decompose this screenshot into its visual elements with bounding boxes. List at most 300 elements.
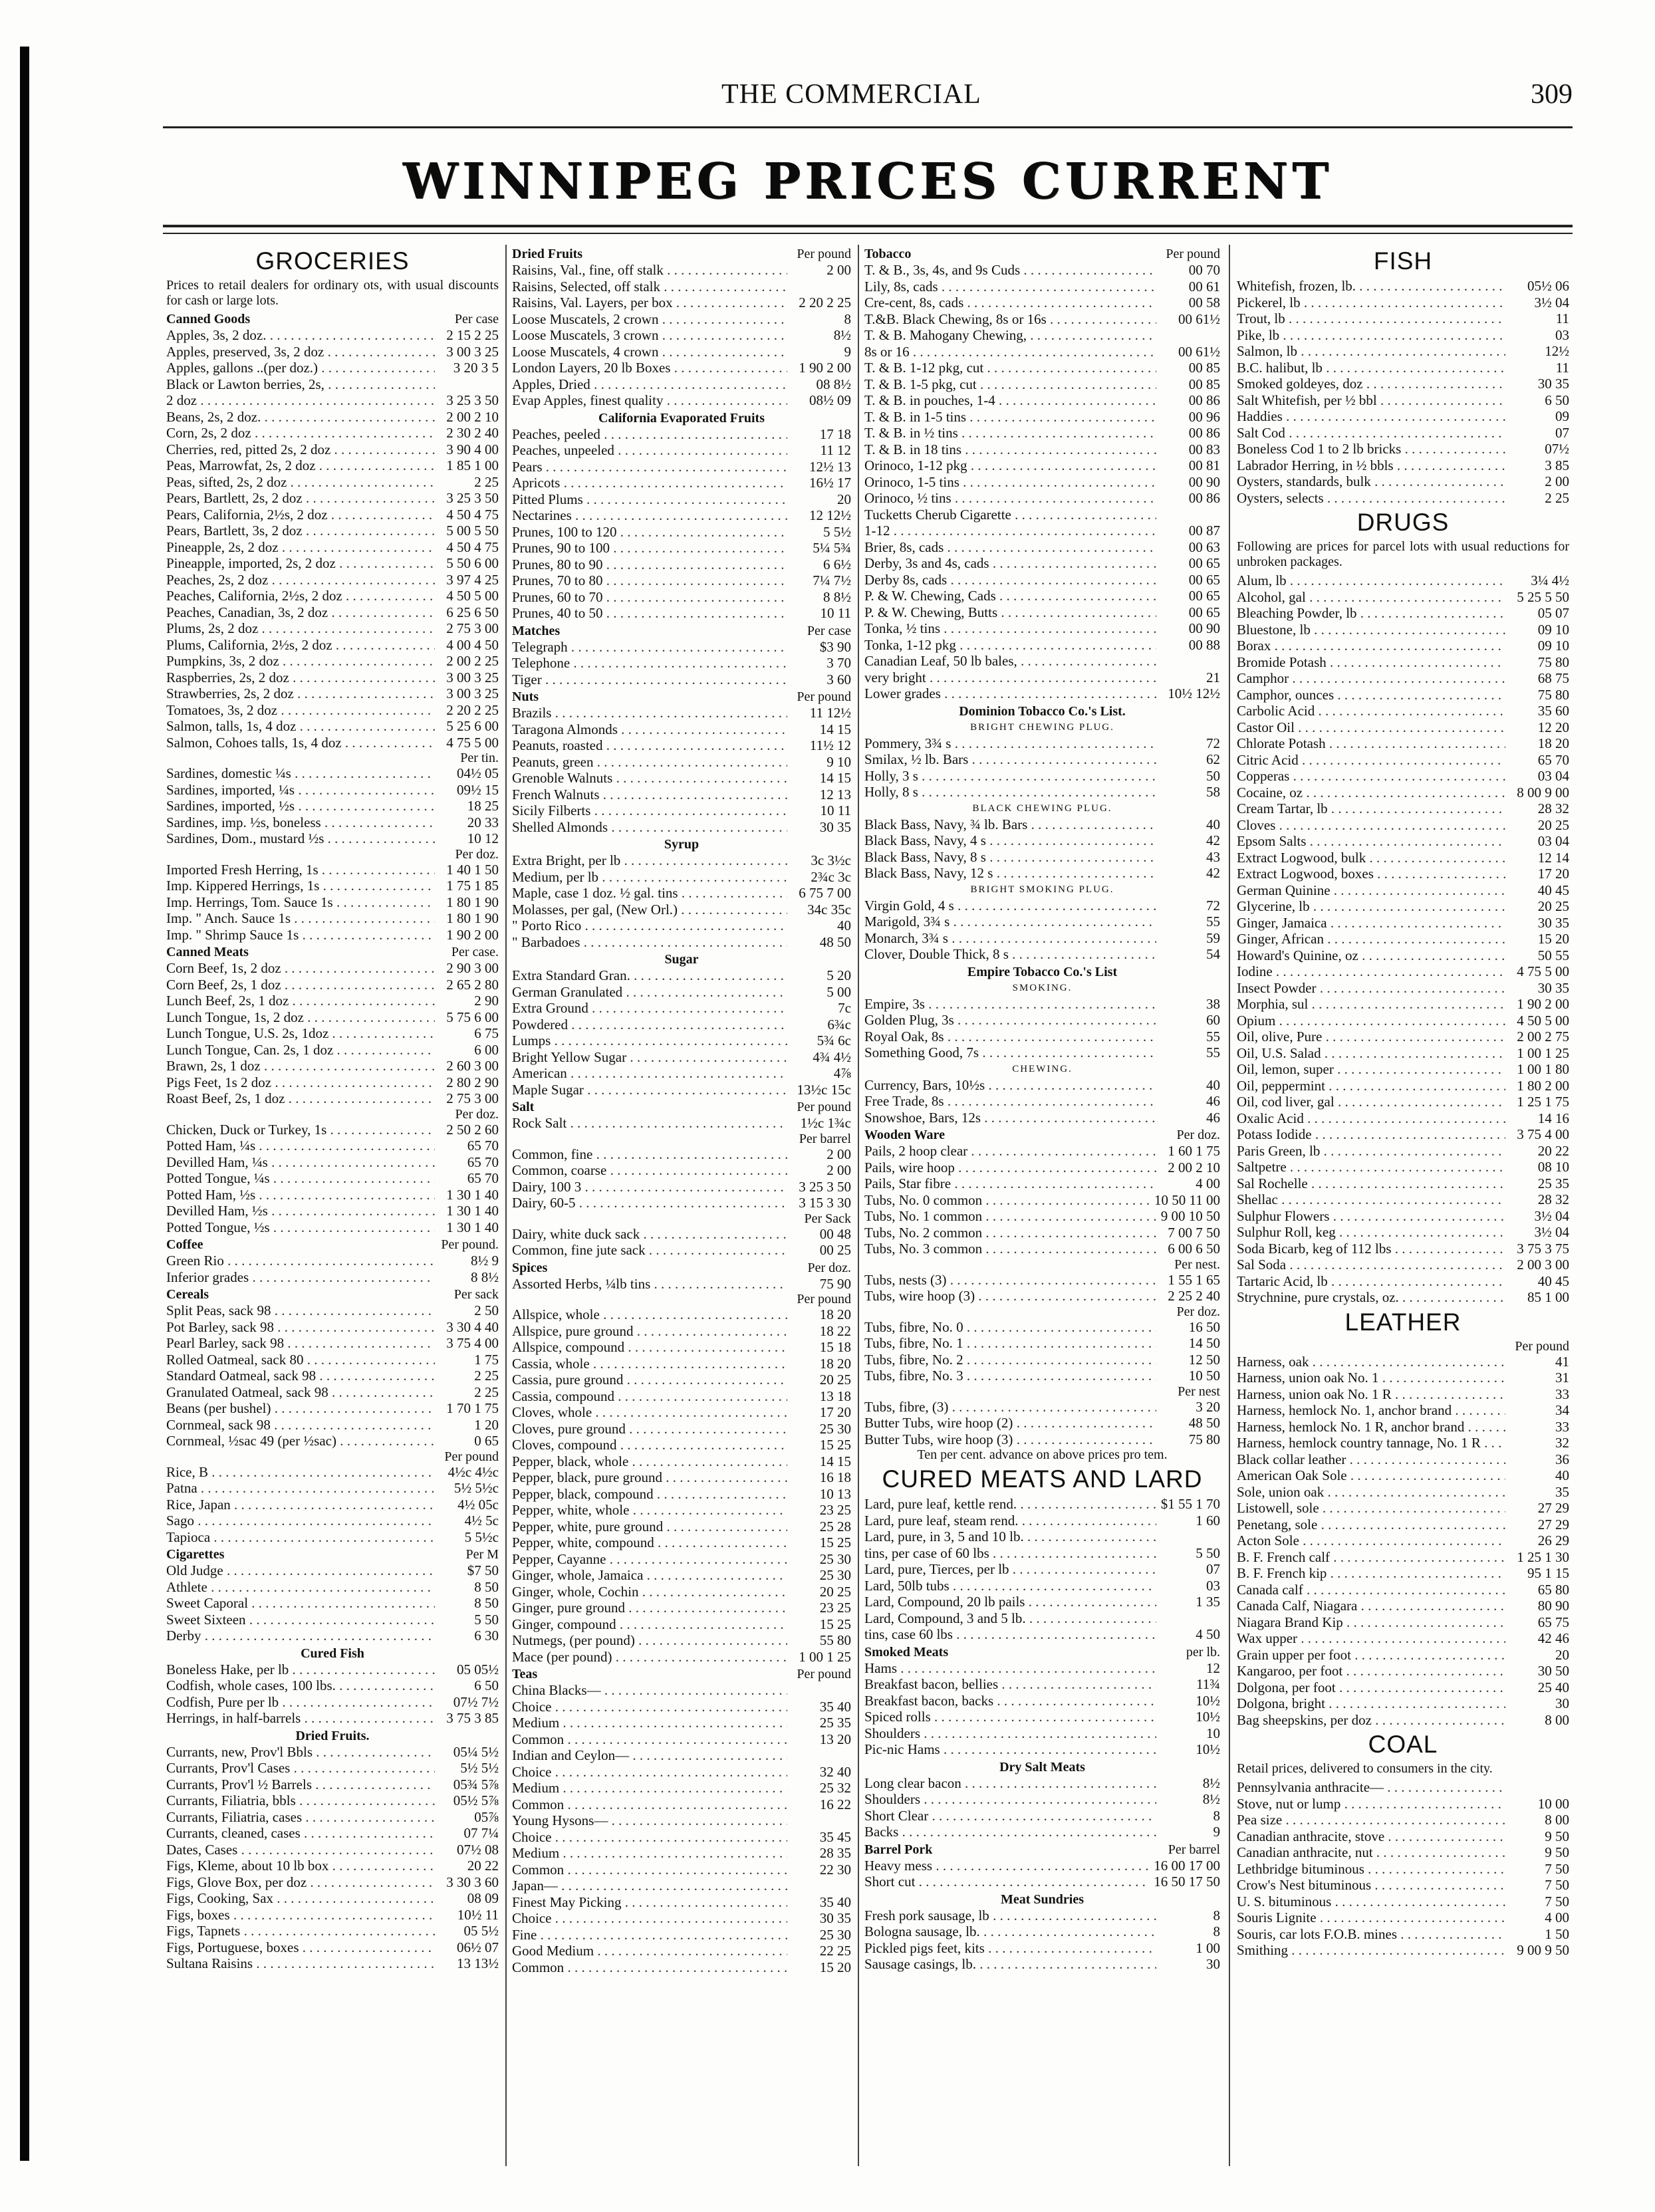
item-name: T. & B. in ½ tins . . . bbox=[864, 425, 1156, 441]
unit-label: Per Sack bbox=[804, 1211, 851, 1226]
price-row bbox=[166, 1939, 499, 1956]
item-price: 16½ 17 bbox=[809, 475, 851, 491]
item-name: Allspice, pure ground . . . bbox=[512, 1323, 787, 1340]
price-row bbox=[512, 556, 851, 573]
price-row bbox=[166, 1203, 499, 1219]
item-name: Sal Rochelle . . . bbox=[1237, 1175, 1505, 1192]
price-row bbox=[166, 1122, 499, 1138]
price-row bbox=[1237, 425, 1569, 441]
item-price: 30 35 bbox=[1537, 979, 1569, 996]
price-row bbox=[1237, 622, 1569, 638]
item-price: 3 20 bbox=[1196, 1398, 1220, 1415]
price-row bbox=[864, 1775, 1220, 1792]
price-row bbox=[864, 1077, 1220, 1094]
item-name: Oil, peppermint . . . bbox=[1237, 1078, 1505, 1094]
item-name: Holly, 3 s . . . bbox=[864, 768, 1156, 785]
item-name: Mace (per pound) . . . bbox=[512, 1649, 787, 1665]
category-name: Canned Goods bbox=[166, 312, 251, 326]
item-price: 3 60 bbox=[827, 671, 851, 687]
item-price: 2 00 bbox=[1545, 473, 1569, 489]
item-price: 65 70 bbox=[467, 1138, 499, 1154]
price-row bbox=[166, 1497, 499, 1513]
price-row bbox=[166, 1874, 499, 1891]
price-row bbox=[512, 507, 851, 524]
item-name: Black or Lawton berries, 2s, . . . bbox=[166, 376, 435, 393]
price-row bbox=[166, 894, 499, 911]
item-price: 31 bbox=[1555, 1370, 1569, 1386]
price-row bbox=[166, 376, 499, 393]
item-price: 18 25 bbox=[467, 798, 499, 814]
unit-label: Per pound bbox=[444, 1449, 499, 1464]
item-name: Golden Plug, 3s . . . bbox=[864, 1012, 1156, 1029]
price-row bbox=[512, 279, 851, 295]
item-name: " Porto Rico . . . bbox=[512, 918, 787, 934]
category-name: Dried Fruits bbox=[512, 247, 583, 261]
price-row bbox=[166, 392, 499, 409]
price-row bbox=[512, 1780, 851, 1796]
item-price: 1 60 1 75 bbox=[1168, 1143, 1220, 1159]
price-row bbox=[512, 1115, 851, 1132]
item-name: Sal Soda . . . bbox=[1237, 1257, 1505, 1273]
item-price: 23 25 bbox=[819, 1502, 851, 1518]
item-price: 00 58 bbox=[1188, 295, 1220, 310]
category-name: Matches bbox=[512, 623, 561, 638]
price-row bbox=[1237, 638, 1569, 654]
item-price: 00 85 bbox=[1188, 360, 1220, 376]
item-name: Cassia, pure ground . . . bbox=[512, 1372, 787, 1388]
item-name: Codfish, whole cases, 100 lbs. . . . bbox=[166, 1677, 435, 1694]
price-row bbox=[1237, 915, 1569, 931]
item-price: 7 50 bbox=[1545, 1860, 1569, 1877]
category-name: Cereals bbox=[166, 1287, 209, 1302]
price-row bbox=[166, 1170, 499, 1187]
item-price: 20 25 bbox=[1537, 898, 1569, 914]
item-name: Common . . . bbox=[512, 1862, 787, 1878]
price-row bbox=[864, 849, 1220, 866]
price-row bbox=[864, 1431, 1220, 1448]
item-name: Smoked goldeyes, doz . . . bbox=[1237, 376, 1505, 392]
item-price: 40 45 bbox=[1537, 882, 1569, 898]
column-divider bbox=[1229, 245, 1230, 2166]
item-price: 1 30 1 40 bbox=[446, 1219, 499, 1235]
price-row bbox=[166, 474, 499, 491]
item-price: 21 bbox=[1206, 669, 1220, 685]
item-price: 14 50 bbox=[1188, 1335, 1220, 1351]
item-name: Ginger, pure ground . . . bbox=[512, 1600, 787, 1616]
price-row bbox=[166, 702, 499, 719]
item-price: 8 50 bbox=[474, 1595, 499, 1611]
item-name: Marigold, 3¾ s . . . bbox=[864, 914, 1156, 930]
item-name: Butter Tubs, wire hoop (2) . . . bbox=[864, 1415, 1156, 1431]
item-name: Plums, California, 2½s, 2 doz . . . bbox=[166, 637, 435, 654]
item-name: Rolled Oatmeal, sack 80 . . . bbox=[166, 1352, 435, 1368]
category-unit: Per pound bbox=[797, 247, 851, 261]
price-row bbox=[1237, 996, 1569, 1013]
item-price: 25 30 bbox=[819, 1420, 851, 1437]
item-price: 10½ bbox=[1196, 1741, 1220, 1757]
item-price: 2 25 bbox=[474, 1368, 499, 1384]
item-price: 00 65 bbox=[1188, 571, 1220, 588]
price-row bbox=[512, 262, 851, 279]
item-name: Choice . . . bbox=[512, 1910, 787, 1927]
item-name: T.&B. Black Chewing, 8s or 16s . . . bbox=[864, 311, 1156, 328]
item-name: Harness, union oak No. 1 . . . bbox=[1237, 1370, 1505, 1386]
item-price: 10 13 bbox=[819, 1485, 851, 1502]
price-row bbox=[512, 885, 851, 902]
item-name: Borax . . . bbox=[1237, 638, 1505, 654]
price-row bbox=[512, 1927, 851, 1943]
category-unit: Per case. bbox=[451, 945, 499, 959]
item-name: Lethbridge bituminous . . . bbox=[1237, 1861, 1505, 1878]
item-price: 12 13 bbox=[819, 786, 851, 802]
price-row bbox=[512, 1943, 851, 1959]
item-name: very bright . . . bbox=[864, 670, 1156, 686]
item-name: Peas, sifted, 2s, 2 doz . . . bbox=[166, 474, 435, 491]
category-heading bbox=[512, 951, 851, 967]
item-name: Lunch Beef, 2s, 1 doz . . . bbox=[166, 993, 435, 1009]
item-price: 36 bbox=[1555, 1451, 1569, 1467]
item-name: Iodine . . . bbox=[1237, 963, 1505, 980]
price-row bbox=[166, 1480, 499, 1497]
item-name: Raspberries, 2s, 2 doz . . . bbox=[166, 670, 435, 686]
price-row bbox=[1237, 882, 1569, 899]
item-price: 25 35 bbox=[819, 1715, 851, 1731]
item-price: 1 75 1 85 bbox=[446, 878, 499, 894]
item-price: 25 28 bbox=[819, 1518, 851, 1535]
price-row bbox=[166, 862, 499, 878]
price-row bbox=[864, 1272, 1220, 1289]
item-name: Shoulders . . . bbox=[864, 1725, 1156, 1742]
item-price: 4½ 5c bbox=[464, 1513, 499, 1529]
item-name: Black collar leather . . . bbox=[1237, 1451, 1505, 1468]
subgroup-label: BLACK CHEWING PLUG. bbox=[972, 802, 1112, 814]
item-price: 1 00 bbox=[1196, 1939, 1220, 1956]
page-number: 309 bbox=[1531, 79, 1573, 110]
item-price: 17 20 bbox=[819, 1404, 851, 1420]
category-heading bbox=[864, 964, 1220, 980]
item-price: 12 20 bbox=[1537, 719, 1569, 735]
item-price: 25 35 bbox=[1537, 1175, 1569, 1191]
item-price: 2 30 2 40 bbox=[446, 425, 499, 441]
item-price: 2 20 2 25 bbox=[799, 295, 851, 310]
category-name: Meat Sundries bbox=[1001, 1892, 1084, 1907]
price-row bbox=[166, 523, 499, 539]
item-price: 3 00 3 25 bbox=[446, 685, 499, 701]
price-row bbox=[166, 1138, 499, 1154]
item-name: Pot Barley, sack 98 . . . bbox=[166, 1319, 435, 1336]
price-row bbox=[166, 360, 499, 376]
item-name: Prunes, 90 to 100 . . . bbox=[512, 540, 787, 556]
section-heading: DRUGS bbox=[1356, 509, 1450, 536]
item-name: 2 doz . . . bbox=[166, 392, 435, 409]
price-row bbox=[864, 946, 1220, 963]
category-name: Dry Salt Meats bbox=[999, 1759, 1085, 1775]
price-row bbox=[864, 1352, 1220, 1368]
category-heading bbox=[864, 1644, 1220, 1660]
item-name: Bologna sausage, lb. . . . bbox=[864, 1923, 1156, 1940]
column-tobacco bbox=[864, 245, 1220, 2173]
item-name: Pears, California, 2½s, 2 doz . . . bbox=[166, 507, 435, 523]
price-row bbox=[512, 1519, 851, 1535]
item-name: Split Peas, sack 98 . . . bbox=[166, 1302, 435, 1319]
price-row bbox=[864, 1513, 1220, 1529]
price-row bbox=[512, 1146, 851, 1163]
category-heading bbox=[864, 1892, 1220, 1907]
item-name: Wax upper . . . bbox=[1237, 1630, 1505, 1647]
item-name: Potass Iodide . . . bbox=[1237, 1126, 1505, 1143]
item-name: Smithing . . . bbox=[1237, 1942, 1505, 1959]
price-row bbox=[166, 1187, 499, 1203]
price-row bbox=[1237, 1614, 1569, 1631]
item-name: Imported Fresh Herring, 1s . . . bbox=[166, 862, 435, 878]
category-heading bbox=[864, 1759, 1220, 1775]
item-name: Pepper, white, whole . . . bbox=[512, 1502, 787, 1519]
item-price: 00 70 bbox=[1188, 262, 1220, 278]
price-row bbox=[512, 311, 851, 328]
price-row bbox=[864, 1160, 1220, 1176]
item-name: Devilled Ham, ½s . . . bbox=[166, 1203, 435, 1219]
item-price: 8½ bbox=[1202, 1775, 1220, 1791]
item-price: 25 40 bbox=[1537, 1679, 1569, 1695]
section-heading: FISH bbox=[1373, 247, 1433, 275]
price-row bbox=[512, 672, 851, 688]
price-row bbox=[864, 572, 1220, 588]
item-name: Peaches, California, 2½s, 2 doz . . . bbox=[166, 588, 435, 604]
item-price: 80 90 bbox=[1537, 1598, 1569, 1614]
item-name: T. & B. 1-5 pkg, cut . . . bbox=[864, 376, 1156, 393]
price-row bbox=[1237, 670, 1569, 687]
item-price: 5 00 5 50 bbox=[446, 523, 499, 539]
item-price: 8 00 bbox=[1545, 1812, 1569, 1828]
price-row bbox=[166, 1090, 499, 1107]
item-name: Common, coarse . . . bbox=[512, 1162, 787, 1179]
item-price: 07½ 7½ bbox=[453, 1693, 499, 1710]
item-price: 00 90 bbox=[1188, 473, 1220, 490]
price-row bbox=[166, 735, 499, 751]
column-groceries bbox=[166, 245, 499, 2173]
price-row bbox=[1237, 735, 1569, 752]
item-price: 75 90 bbox=[819, 1275, 851, 1292]
item-name: Black Bass, Navy, 4 s . . . bbox=[864, 832, 1156, 849]
price-row bbox=[1237, 1126, 1569, 1143]
price-row bbox=[864, 539, 1220, 556]
item-price: 00 81 bbox=[1188, 457, 1220, 473]
item-price: $1 55 1 70 bbox=[1160, 1496, 1220, 1512]
item-name: Prunes, 100 to 120 . . . bbox=[512, 524, 787, 541]
price-row bbox=[512, 1535, 851, 1551]
item-name: Prunes, 80 to 90 . . . bbox=[512, 556, 787, 573]
item-price: 2 15 2 25 bbox=[446, 327, 499, 343]
item-price: 5½ 5½ bbox=[460, 1760, 499, 1776]
item-price: 48 50 bbox=[819, 933, 851, 950]
item-name: Telephone . . . bbox=[512, 655, 787, 672]
item-name: Pearl Barley, sack 98 . . . bbox=[166, 1335, 435, 1352]
price-row bbox=[512, 1682, 851, 1699]
item-price: 30 35 bbox=[819, 818, 851, 835]
item-price: 2 65 2 80 bbox=[446, 976, 499, 993]
item-price: 20 bbox=[1555, 1646, 1569, 1663]
price-row bbox=[512, 1242, 851, 1259]
category-unit: Per case bbox=[807, 623, 851, 638]
item-price: 08 10 bbox=[1537, 1159, 1569, 1175]
item-name: Cloves, pure ground . . . bbox=[512, 1421, 787, 1437]
item-name: Derby . . . bbox=[166, 1628, 435, 1644]
price-row bbox=[166, 1417, 499, 1433]
item-name: Japan— . . . bbox=[512, 1878, 787, 1894]
item-name: T. & B. Mahogany Chewing, . . . bbox=[864, 327, 1156, 344]
item-price: 2 20 2 25 bbox=[446, 701, 499, 718]
item-name: Raisins, Val. Layers, per box . . . bbox=[512, 295, 787, 311]
item-price: 07 7¼ bbox=[463, 1825, 499, 1841]
category-unit: per lb. bbox=[1186, 1644, 1220, 1659]
item-name: Derby, 3s and 4s, cads . . . bbox=[864, 555, 1156, 572]
item-name: Sardines, imp. ½s, boneless . . . bbox=[166, 814, 435, 831]
price-row bbox=[512, 1959, 851, 1976]
item-name: Medium . . . bbox=[512, 1845, 787, 1862]
item-price: 16 50 17 50 bbox=[1154, 1874, 1220, 1890]
item-name: Tonka, 1-12 pkg . . . bbox=[864, 637, 1156, 654]
price-row bbox=[1237, 1926, 1569, 1943]
price-row bbox=[864, 376, 1220, 393]
item-price: 7¼ 7½ bbox=[813, 572, 851, 588]
category-name: California Evaporated Fruits bbox=[598, 410, 765, 426]
price-row bbox=[166, 927, 499, 943]
item-name: Glycerine, lb . . . bbox=[1237, 898, 1505, 915]
price-row bbox=[1237, 1191, 1569, 1208]
item-name: Short Clear . . . bbox=[864, 1808, 1156, 1824]
price-row bbox=[166, 441, 499, 458]
item-name: Salmon, lb . . . bbox=[1237, 343, 1505, 360]
item-price: 10½ bbox=[1196, 1709, 1220, 1725]
category-name: Barrel Pork bbox=[864, 1842, 933, 1857]
item-price: 08½ 09 bbox=[809, 392, 851, 408]
price-row bbox=[166, 1677, 499, 1694]
item-price: 6 00 6 50 bbox=[1168, 1241, 1220, 1257]
item-price: 8 bbox=[1213, 1907, 1220, 1923]
item-name: Rock Salt . . . bbox=[512, 1115, 787, 1132]
item-name: Tiger . . . bbox=[512, 672, 787, 688]
item-name: Listowell, sole . . . bbox=[1237, 1500, 1505, 1517]
item-name: Common . . . bbox=[512, 1731, 787, 1748]
price-row bbox=[1237, 833, 1569, 850]
item-name: Allspice, whole . . . bbox=[512, 1306, 787, 1323]
item-name: Salt Cod . . . bbox=[1237, 425, 1505, 441]
item-name: Lard, pure leaf, steam rend. . . . bbox=[864, 1513, 1156, 1529]
item-name: Chicken, Duck or Turkey, 1s . . . bbox=[166, 1122, 435, 1138]
price-row bbox=[864, 344, 1220, 360]
item-name: Lumps . . . bbox=[512, 1033, 787, 1049]
item-name: Medium . . . bbox=[512, 1780, 787, 1796]
item-price: 1 50 bbox=[1545, 1925, 1569, 1942]
price-row bbox=[1237, 1143, 1569, 1160]
item-price: 58 bbox=[1206, 784, 1220, 800]
item-price: 6¾c bbox=[827, 1016, 851, 1033]
item-price: 34c 35c bbox=[807, 901, 851, 918]
item-price: 75 80 bbox=[1188, 1431, 1220, 1447]
price-row bbox=[864, 1335, 1220, 1352]
price-row bbox=[166, 555, 499, 572]
item-price: 07½ 08 bbox=[457, 1841, 499, 1858]
item-name: Canadian anthracite, stove . . . bbox=[1237, 1828, 1505, 1845]
price-row bbox=[166, 977, 499, 993]
item-name: Holly, 8 s . . . bbox=[864, 784, 1156, 800]
item-name: Fine . . . bbox=[512, 1927, 787, 1943]
item-name: Pommery, 3¾ s . . . bbox=[864, 735, 1156, 752]
item-name: Peaches, peeled . . . bbox=[512, 426, 787, 443]
item-price: 9 00 9 50 bbox=[1517, 1942, 1569, 1958]
price-row bbox=[1237, 850, 1569, 866]
item-price: 1 25 1 75 bbox=[1517, 1094, 1569, 1110]
price-row bbox=[1237, 1663, 1569, 1679]
item-price: 00 86 bbox=[1188, 425, 1220, 441]
price-row bbox=[166, 1661, 499, 1678]
item-name: Oil, olive, Pure . . . bbox=[1237, 1029, 1505, 1045]
item-price: 11½ 12 bbox=[809, 737, 851, 753]
item-price: 9 bbox=[1213, 1824, 1220, 1840]
unit-label: Per nest bbox=[1178, 1384, 1220, 1399]
price-row bbox=[1237, 898, 1569, 915]
item-price: 04½ 05 bbox=[457, 765, 499, 781]
item-price: 00 86 bbox=[1188, 392, 1220, 408]
item-name: Short cut . . . bbox=[864, 1874, 1150, 1890]
price-row bbox=[166, 1302, 499, 1319]
item-name: Ginger, whole, Cochin . . . bbox=[512, 1584, 787, 1600]
unit-label: Per doz. bbox=[455, 846, 499, 862]
item-name: Currency, Bars, 10½s . . . bbox=[864, 1077, 1156, 1094]
item-price: 7 50 bbox=[1545, 1877, 1569, 1893]
item-name: Imp. Herrings, Tom. Sauce 1s . . . bbox=[166, 894, 435, 911]
price-row bbox=[864, 735, 1220, 752]
item-name: Copperas . . . bbox=[1237, 768, 1505, 785]
price-row bbox=[166, 1058, 499, 1074]
price-row bbox=[864, 474, 1220, 491]
price-row bbox=[166, 1744, 499, 1761]
price-row bbox=[166, 1579, 499, 1596]
item-price: 1 80 1 90 bbox=[446, 894, 499, 910]
item-price: 00 86 bbox=[1188, 490, 1220, 506]
price-row bbox=[1237, 441, 1569, 457]
item-name: Strawberries, 2s, 2 doz . . . bbox=[166, 685, 435, 702]
item-name: Beans, 2s, 2 doz. . . . bbox=[166, 409, 435, 426]
item-price: 25 30 bbox=[819, 1926, 851, 1943]
price-row bbox=[1237, 1598, 1569, 1614]
price-row bbox=[166, 1529, 499, 1546]
price-row bbox=[864, 832, 1220, 849]
price-row bbox=[166, 1923, 499, 1939]
price-row bbox=[1237, 947, 1569, 964]
price-row bbox=[166, 1464, 499, 1481]
item-name: Tubs, No. 3 common . . . bbox=[864, 1241, 1156, 1257]
price-row bbox=[512, 1049, 851, 1066]
category-name: Tobacco bbox=[864, 247, 912, 261]
item-name: Young Hysons— . . . bbox=[512, 1812, 787, 1829]
item-name: Black Bass, Navy, ¾ lb. Bars . . . bbox=[864, 816, 1156, 833]
item-name: Pails, 2 hoop clear . . . bbox=[864, 1143, 1156, 1160]
item-price: 00 65 bbox=[1188, 604, 1220, 620]
item-price: 40 bbox=[1555, 1467, 1569, 1483]
item-price: 4½c 4½c bbox=[447, 1463, 499, 1480]
item-price: 10 11 bbox=[820, 802, 851, 818]
price-row bbox=[512, 721, 851, 738]
price-row bbox=[166, 1025, 499, 1042]
item-price: 18 20 bbox=[819, 1306, 851, 1322]
price-row bbox=[864, 1791, 1220, 1808]
price-row bbox=[1237, 1386, 1569, 1403]
item-price: 15 25 bbox=[819, 1437, 851, 1453]
category-name: Syrup bbox=[664, 837, 700, 852]
item-price: 20 33 bbox=[467, 814, 499, 830]
item-price: 72 bbox=[1206, 735, 1220, 751]
